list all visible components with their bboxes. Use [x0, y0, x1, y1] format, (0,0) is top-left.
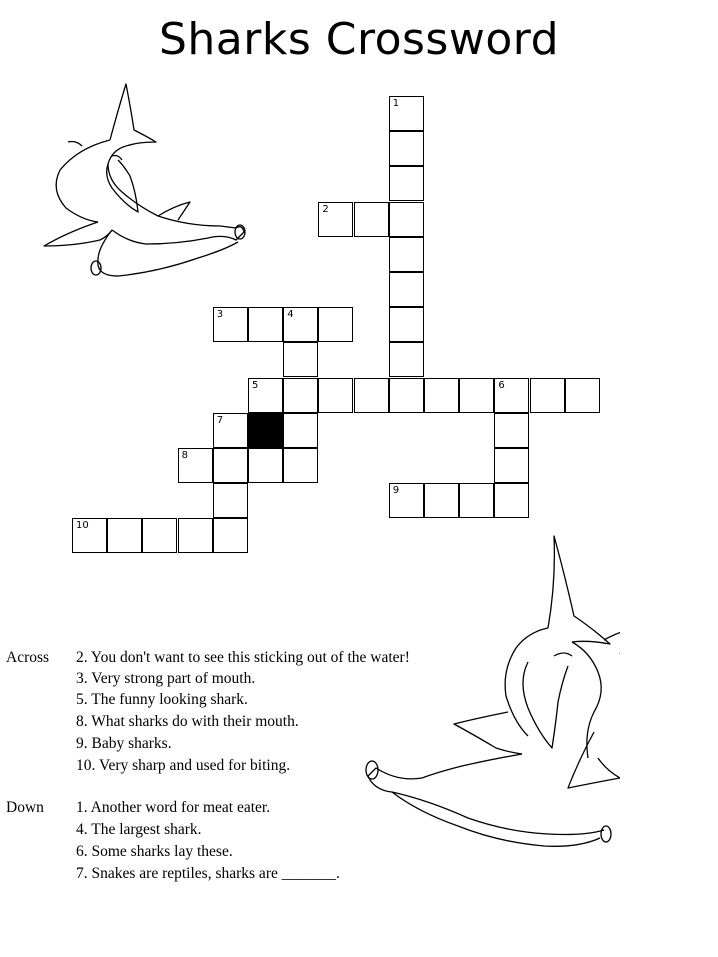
- grid-cell[interactable]: [318, 307, 353, 342]
- across-clue-8: 8. What sharks do with their mouth.: [76, 713, 299, 730]
- grid-cell[interactable]: [389, 272, 424, 307]
- grid-cell[interactable]: [389, 131, 424, 166]
- down-clue-4: 4. The largest shark.: [76, 821, 202, 838]
- down-clue-6: 6. Some sharks lay these.: [76, 843, 233, 860]
- grid-cell[interactable]: [213, 518, 248, 553]
- grid-cell[interactable]: [213, 483, 248, 518]
- grid-cell[interactable]: [424, 378, 459, 413]
- down-clue-7: 7. Snakes are reptiles, sharks are _______.: [76, 865, 340, 882]
- grid-cell[interactable]: [107, 518, 142, 553]
- grid-cell[interactable]: [178, 448, 213, 483]
- grid-cell[interactable]: [213, 413, 248, 448]
- clue-number: 2: [322, 203, 329, 215]
- clue-number: 10: [76, 520, 89, 532]
- down-clue-1: 1. Another word for meat eater.: [76, 799, 271, 816]
- grid-cell[interactable]: [248, 448, 283, 483]
- across-clue-10: 10. Very sharp and used for biting.: [76, 757, 291, 774]
- grid-cell[interactable]: [565, 378, 600, 413]
- grid-cell[interactable]: [213, 307, 248, 342]
- grid-cell[interactable]: [389, 96, 424, 131]
- grid-cell[interactable]: [213, 448, 248, 483]
- grid-cell[interactable]: [389, 483, 424, 518]
- grid-cell-blocked: [248, 413, 283, 448]
- clue-number: 6: [498, 379, 505, 391]
- grid-cell[interactable]: [424, 483, 459, 518]
- grid-cell[interactable]: [248, 307, 283, 342]
- across-clue-9: 9. Baby sharks.: [76, 735, 172, 752]
- across-clue-2: 2. You don't want to see this sticking out of the water!: [76, 649, 410, 666]
- page-title: Sharks Crossword: [158, 14, 560, 65]
- clue-number: 7: [216, 414, 224, 426]
- grid-cell[interactable]: [389, 378, 424, 413]
- grid-cell[interactable]: [178, 518, 213, 553]
- grid-cell[interactable]: [459, 483, 494, 518]
- down-heading: Down: [6, 799, 44, 816]
- grid-cell[interactable]: [494, 413, 529, 448]
- grid-cell[interactable]: [318, 378, 353, 413]
- across-heading: Across: [6, 649, 50, 666]
- grid-cell[interactable]: [248, 378, 283, 413]
- grid-cell[interactable]: [142, 518, 177, 553]
- grid-cell[interactable]: [389, 202, 424, 237]
- grid-cell[interactable]: [283, 413, 318, 448]
- grid-cell[interactable]: [318, 202, 353, 237]
- grid-cell[interactable]: [389, 166, 424, 201]
- clue-number: 9: [392, 485, 400, 497]
- grid-cell[interactable]: [494, 378, 529, 413]
- grid-cell[interactable]: [494, 483, 529, 518]
- clue-number: 8: [181, 450, 188, 461]
- grid-cell[interactable]: [389, 307, 424, 342]
- across-clue-3: 3. Very strong part of mouth.: [76, 670, 256, 687]
- clue-number: 5: [252, 379, 259, 391]
- grid-cell[interactable]: [283, 307, 318, 342]
- grid-cell[interactable]: [283, 342, 318, 377]
- grid-cell[interactable]: [354, 378, 389, 413]
- grid-cell[interactable]: [283, 378, 318, 413]
- grid-cell[interactable]: [283, 448, 318, 483]
- grid-cell[interactable]: [459, 378, 494, 413]
- hammerhead-shark-icon: [358, 532, 620, 852]
- clue-number: 4: [287, 309, 294, 321]
- grid-cell[interactable]: [389, 237, 424, 272]
- grid-cell[interactable]: [354, 202, 389, 237]
- clue-number: 3: [216, 309, 224, 321]
- grid-cell[interactable]: [72, 518, 107, 553]
- across-clue-5: 5. The funny looking shark.: [76, 691, 248, 708]
- grid-cell[interactable]: [530, 378, 565, 413]
- clue-number: 1: [392, 98, 400, 109]
- grid-cell[interactable]: [389, 342, 424, 377]
- grid-cell[interactable]: [494, 448, 529, 483]
